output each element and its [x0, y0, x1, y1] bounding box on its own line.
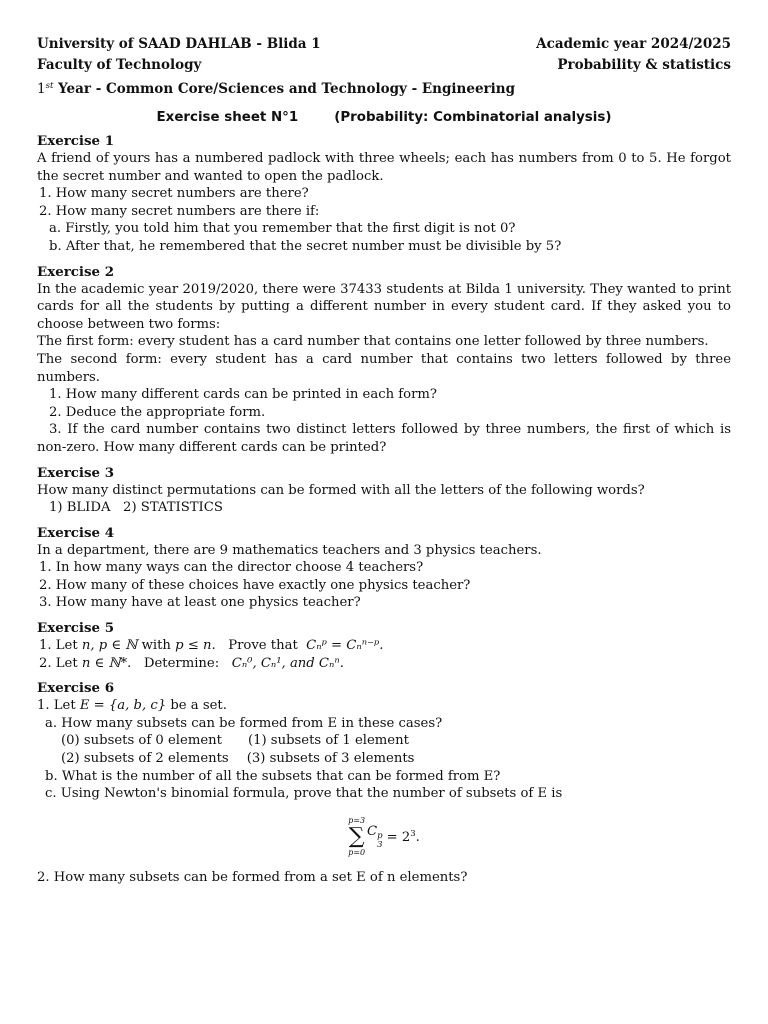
faculty-name: Faculty of Technology: [37, 57, 202, 73]
exercise-4-question-1: 1. In how many ways can the director choose 4 teachers?: [39, 560, 424, 576]
university-name: University of SAAD DAHLAB - Blida 1: [37, 36, 321, 52]
exercise-1-question-2b: b. After that, he remembered that the secret number must be divisible by 5?: [49, 238, 562, 254]
summation-sign: [348, 816, 365, 858]
exercise-6-case-1: (1) subsets of 1 element: [247, 733, 409, 749]
rhs-exponent: 3: [410, 828, 416, 839]
rhs-period: .: [415, 829, 420, 845]
exercise-1-question-1: 1. How many secret numbers are there?: [39, 186, 309, 202]
summand-c: C: [367, 823, 378, 839]
sheet-title-main: Exercise sheet N°1: [156, 110, 299, 125]
sigma-symbol: ∑: [348, 823, 365, 849]
exercise-sheet-page: [37, 34, 731, 886]
exercise-6-case-3: (3) subsets of 3 elements: [246, 751, 415, 767]
exercise-2-form-2: The second form: every student has a card number that contains two letters followed by three numbers.: [37, 351, 731, 385]
exercise-6-question-c: c. Using Newton's binomial formula, prove that the number of subsets of E is: [45, 786, 563, 802]
exercise-5-q1-formula: Cₙᵖ = Cₙⁿ⁻ᵖ.: [306, 638, 384, 654]
exercise-5-q1-vars: n, p ∈ ℕ: [81, 638, 138, 654]
summand-superscript: p: [377, 830, 383, 841]
exercise-5-q1-with: with: [141, 638, 171, 654]
sheet-title: [37, 110, 731, 125]
exercise-5-q1-prove: Prove that: [228, 638, 298, 654]
exercise-6-cases-row-1: [37, 732, 731, 750]
exercise-6: [37, 679, 731, 886]
formula-rhs: [387, 829, 420, 845]
exercise-3-words: 1) BLIDA 2) STATISTICS: [49, 500, 223, 516]
exercise-3-statement: How many distinct permutations can be formed with all the letters of the following words?: [37, 482, 645, 498]
academic-year: Academic year 2024/2025: [536, 36, 731, 52]
exercise-5-question-2: [37, 655, 731, 673]
exercise-2-question-3: 3. If the card number contains two distinct letters followed by three numbers, the first of which is non-zero. How many different cards can be printed?: [37, 422, 731, 455]
exercise-2-title: Exercise 2: [37, 263, 115, 280]
header-row-2: [37, 55, 731, 76]
exercise-6-case-2: (2) subsets of 2 elements: [61, 751, 229, 767]
exercise-5-q1-prefix: 1. Let: [39, 638, 78, 654]
exercise-5-q2-determine: Determine:: [143, 655, 220, 671]
level-superscript: st: [45, 81, 54, 91]
course-name: Probability & statistics: [557, 57, 731, 73]
exercise-4: [37, 524, 731, 612]
exercise-5-q2-formula: Cₙ⁰, Cₙ¹, and Cₙⁿ.: [231, 655, 344, 671]
header-row-3: [37, 76, 731, 100]
exercise-6-question-1: [37, 697, 731, 715]
header-row-1: [37, 34, 731, 55]
summation-upper-bound: p=3: [348, 815, 366, 825]
sheet-title-topic: (Probability: Combinatorial analysis): [334, 110, 612, 125]
exercise-6-q1-suffix: be a set.: [170, 698, 227, 714]
exercise-4-title: Exercise 4: [37, 524, 115, 541]
exercise-2-statement: In the academic year 2019/2020, there were 37433 students at Bilda 1 university. They wanted to print cards for all the students by putting a different number in every student card. If they asked you to choose between two forms:: [37, 281, 731, 332]
summation-lower-bound: p=0: [348, 847, 366, 857]
exercise-4-statement: In a department, there are 9 mathematics teachers and 3 physics teachers.: [37, 542, 542, 558]
binomial-sum-formula: [37, 815, 731, 859]
exercise-5-q1-condition: p ≤ n.: [175, 638, 216, 654]
exercise-6-q1-prefix: 1. Let: [37, 698, 76, 714]
exercise-2-question-1: 1. How many different cards can be printed in each form?: [49, 387, 437, 403]
exercise-6-case-0: (0) subsets of 0 element: [61, 733, 222, 749]
level-number: 1: [37, 81, 46, 97]
exercise-2-form-1: The first form: every student has a card number that contains one letter followed by three numbers.: [37, 334, 709, 350]
exercise-5-q2-prefix: 2. Let: [39, 655, 78, 671]
exercise-5-title: Exercise 5: [37, 620, 115, 637]
summand: [367, 824, 383, 850]
exercise-4-question-3: 3. How many have at least one physics teacher?: [39, 595, 361, 611]
exercise-5: [37, 619, 731, 672]
exercise-6-question-2: 2. How many subsets can be formed from a set E of n elements?: [37, 869, 468, 885]
exercise-1-statement: A friend of yours has a numbered padlock with three wheels; each has numbers from 0 to 5. He forgot the secret number and wanted to open the padlock.: [37, 151, 731, 184]
exercise-2-question-2: 2. Deduce the appropriate form.: [49, 404, 266, 420]
exercise-6-title: Exercise 6: [37, 680, 115, 697]
exercise-2: [37, 263, 731, 457]
summand-subscript: 3: [377, 839, 383, 850]
exercise-1-question-2a: a. Firstly, you told him that you remember that the first digit is not 0?: [49, 221, 516, 237]
exercise-6-cases-row-2: [37, 750, 731, 768]
exercise-1-question-2: 2. How many secret numbers are there if:: [39, 203, 320, 219]
exercise-6-question-b: b. What is the number of all the subsets that can be formed from E?: [45, 768, 501, 784]
exercise-5-q2-vars: n ∈ ℕ*.: [81, 655, 132, 671]
exercise-1: [37, 132, 731, 256]
exercise-3: [37, 464, 731, 517]
exercise-4-question-2: 2. How many of these choices have exactly one physics teacher?: [39, 577, 471, 593]
exercise-5-question-1: [37, 637, 731, 655]
exercise-1-title: Exercise 1: [37, 133, 115, 149]
exercise-3-title: Exercise 3: [37, 464, 115, 481]
level-line: [37, 76, 515, 100]
exercise-6-question-a: a. How many subsets can be formed from E in these cases?: [45, 715, 443, 731]
exercise-6-set: E = {a, b, c}: [79, 698, 167, 714]
rhs-base: = 2: [386, 829, 411, 845]
level-text: Year - Common Core/Sciences and Technology - Engineering: [58, 81, 516, 97]
